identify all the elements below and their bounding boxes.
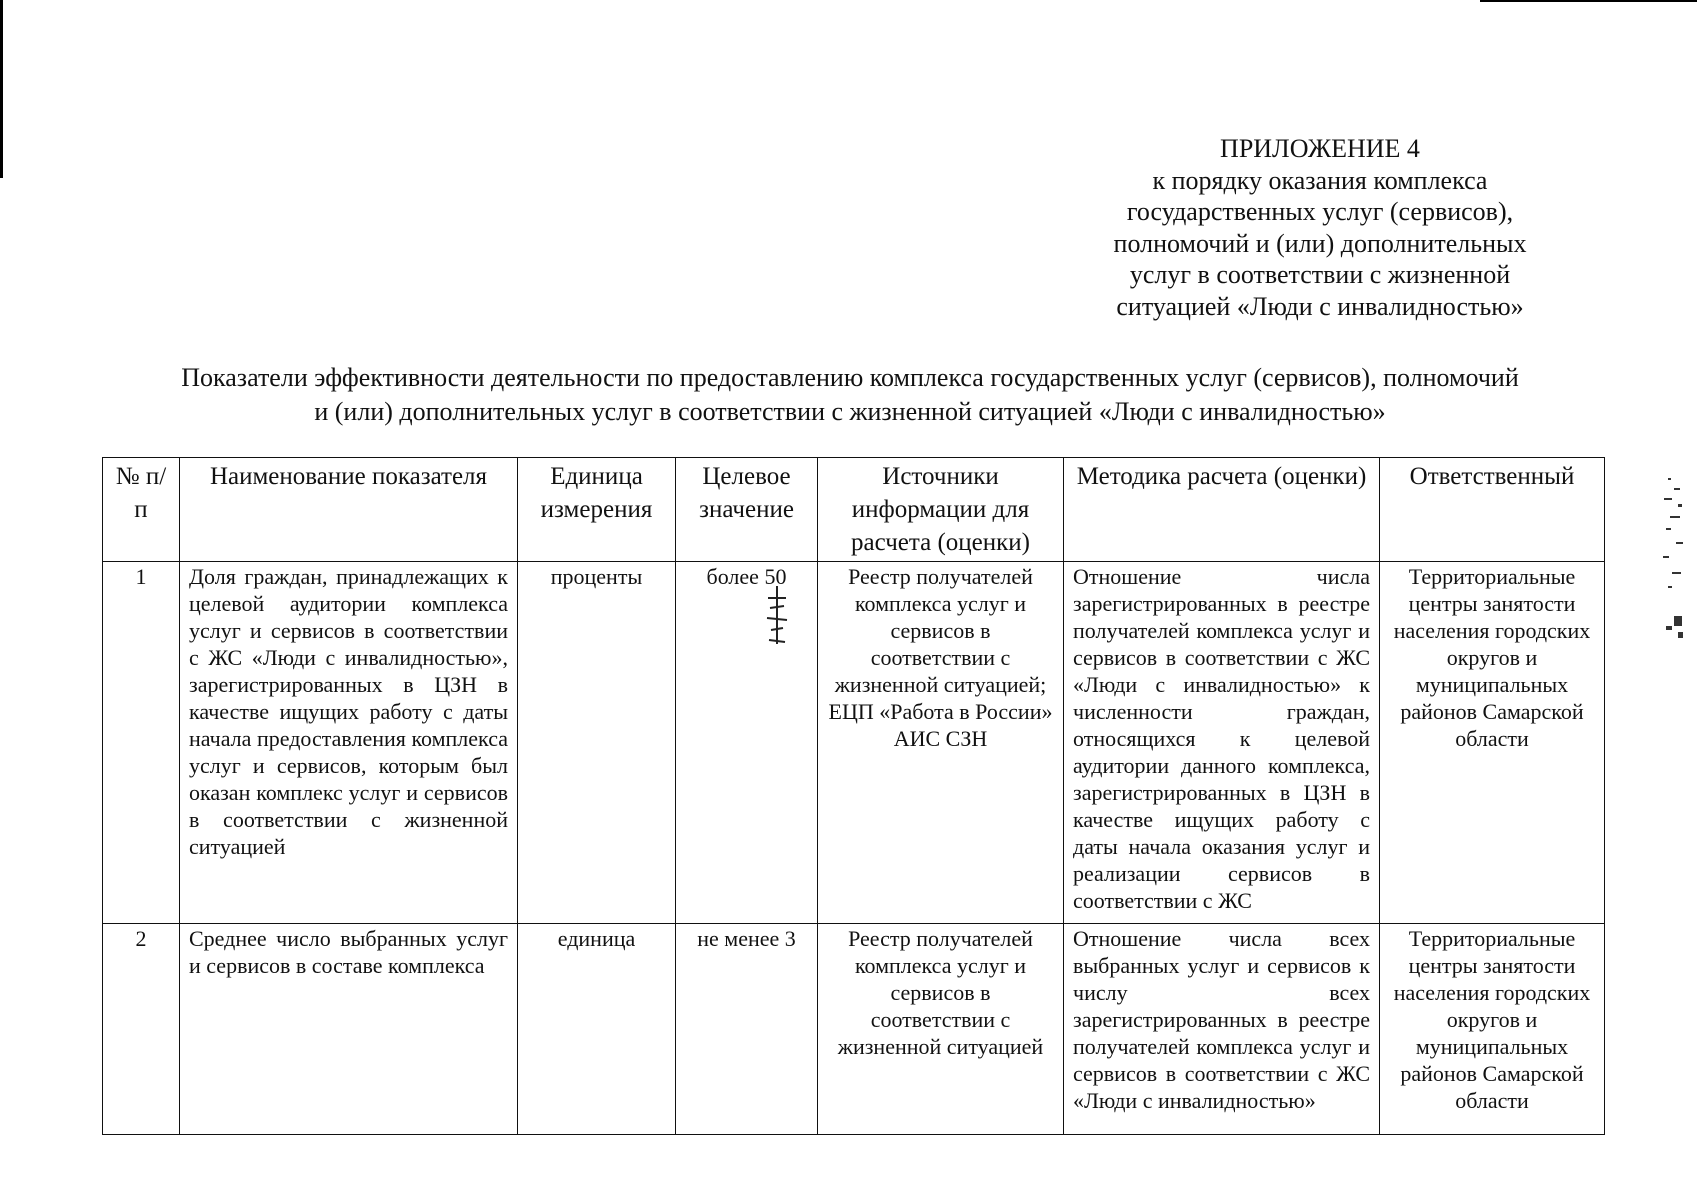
annex-line: услуг в соответствии с жизненной	[1129, 260, 1511, 289]
title-line: Показатели эффективности деятельности по предоставлению комплекса государственных услуг (сервисов), полномочий	[181, 363, 1519, 392]
cell-sources: Реестр получателей комплекса услуг и сервисов в соответствии с жизненной ситуацией	[818, 924, 1064, 1135]
cell-responsible: Территориальные центры занятости населения городских округов и муниципальных районов Самарской области	[1380, 562, 1605, 924]
header-number: № п/п	[103, 458, 180, 562]
title-line: и (или) дополнительных услуг в соответствии с жизненной ситуацией «Люди с инвалидностью»	[314, 397, 1386, 426]
table-row	[103, 924, 1605, 1135]
cell-unit: единица	[518, 924, 676, 1135]
scan-noise-marks	[1660, 476, 1690, 656]
cell-target-value: более 50	[676, 562, 818, 924]
table-header-row	[103, 458, 1605, 562]
cell-target-value: не менее 3	[676, 924, 818, 1135]
annex-heading: ПРИЛОЖЕНИЕ 4	[1220, 134, 1420, 163]
indicators-table	[102, 457, 1605, 1135]
header-sources: Источники информации для расчета (оценки)	[818, 458, 1064, 562]
cell-number: 2	[103, 924, 180, 1135]
header-indicator-name: Наименование показателя	[180, 458, 518, 562]
cell-unit: проценты	[518, 562, 676, 924]
cell-sources: Реестр получателей комплекса услуг и сервисов в соответствии с жизненной ситуацией; ЕЦП «Работа в России» АИС СЗН	[818, 562, 1064, 924]
header-unit: Единица измерения	[518, 458, 676, 562]
cell-number: 1	[103, 562, 180, 924]
scan-edge-left	[0, 0, 3, 178]
cell-indicator-name: Доля граждан, принадлежащих к целевой аудитории комплекса услуг и сервисов в соответствии с ЖС «Люди с инвалидностью», зарегистрированных в ЦЗН в качестве ищущих работу с даты начала предоставления комплекса услуг и сервисов, которым был оказан комплекс услуг и сервисов в соответствии с жизненной ситуацией	[180, 562, 518, 924]
annex-line: государственных услуг (сервисов),	[1126, 197, 1514, 226]
header-target-value: Целевое значение	[676, 458, 818, 562]
table-row	[103, 562, 1605, 924]
cell-responsible: Территориальные центры занятости населения городских округов и муниципальных районов Самарской области	[1380, 924, 1605, 1135]
cell-indicator-name: Среднее число выбранных услуг и сервисов в составе комплекса	[180, 924, 518, 1135]
annex-line: ситуацией «Люди с инвалидностью»	[1116, 291, 1524, 321]
cell-method: Отношение числа всех выбранных услуг и сервисов к числу всех зарегистрированных в реестре получателей комплекса услуг и сервисов в соответствии с ЖС «Люди с инвалидностью»	[1064, 924, 1380, 1135]
annex-line: полномочий и (или) дополнительных	[1113, 228, 1527, 258]
cell-method: Отношение числа зарегистрированных в реестре получателей комплекса услуг и сервисов в соответствии с ЖС «Люди с инвалидностью» к численности граждан, относящихся к целевой аудитории данного комплекса, зарегистрированных в ЦЗН в качестве ищущих работу с даты начала оказания услуг и реализации сервисов в соответствии с ЖС	[1064, 562, 1380, 924]
header-responsible: Ответственный	[1380, 458, 1605, 562]
header-method: Методика расчета (оценки)	[1064, 458, 1380, 562]
scan-edge-top	[1480, 0, 1697, 2]
annex-block	[1080, 133, 1560, 322]
annex-line: к порядку оказания комплекса	[1152, 165, 1488, 195]
scan-smudge	[764, 584, 790, 648]
document-title	[100, 361, 1600, 429]
